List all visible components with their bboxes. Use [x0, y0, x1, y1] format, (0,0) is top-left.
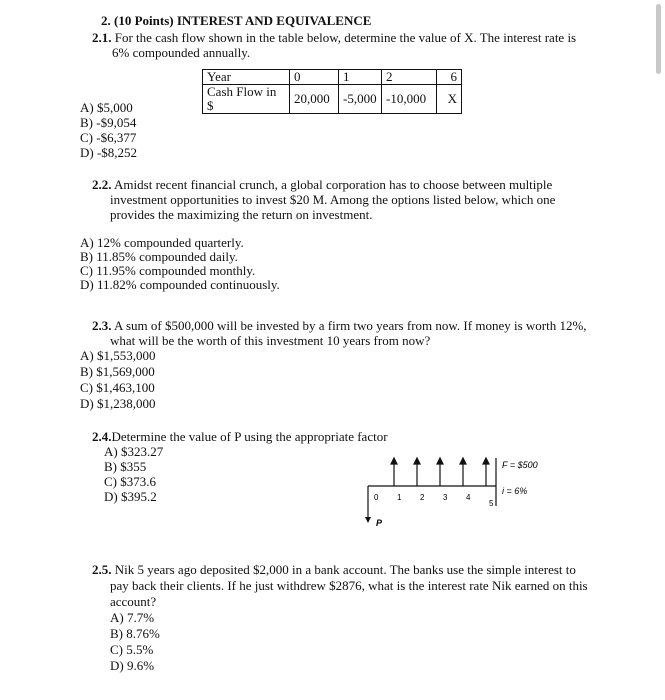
- table-row: [203, 70, 462, 85]
- q5-text-1: Nik 5 years ago deposited $2,000 in a bank account. The banks use the simple interest to: [114, 562, 576, 577]
- q5-option-d: D) 9.6%: [110, 658, 155, 673]
- q5-option-b: B) 8.76%: [110, 626, 160, 641]
- q5-line1: [92, 562, 576, 578]
- arrow-head-icon: [483, 458, 489, 464]
- table-header-cell: 0: [290, 70, 339, 85]
- table-header-cell: 2: [382, 70, 437, 85]
- q2-option-a: A) 12% compounded quarterly.: [80, 235, 244, 250]
- q5-text-3: account?: [110, 594, 157, 609]
- q4-option-b: B) $355: [104, 459, 147, 474]
- q3-line1: [92, 318, 587, 334]
- q1-number: 2.1.: [92, 30, 112, 45]
- table-cell: X: [437, 85, 462, 114]
- q4-option-c: C) $373.6: [104, 474, 156, 489]
- q2-number: 2.2.: [92, 177, 112, 192]
- present-value-label: P: [376, 518, 383, 528]
- cash-flow-table: [202, 69, 462, 114]
- q1-option-a: A) $5,000: [80, 100, 133, 115]
- arrow-head-icon: [391, 458, 397, 464]
- q3-option-c: C) $1,463,100: [80, 380, 155, 395]
- period-label: 3: [443, 493, 448, 502]
- q3-text-1: A sum of $500,000 will be invested by a firm two years from now. If money is worth 12%,: [114, 318, 587, 333]
- q5-option-c: C) 5.5%: [110, 642, 154, 657]
- q1-text-2: 6% compounded annually.: [112, 45, 251, 60]
- q1-line1: [92, 30, 576, 46]
- q3-option-a: A) $1,553,000: [80, 348, 156, 363]
- q5-number: 2.5.: [92, 562, 112, 577]
- section-number: 2.: [101, 13, 111, 28]
- cash-flow-diagram: [360, 450, 560, 530]
- period-label: 2: [420, 493, 425, 502]
- period-label: 0: [374, 493, 379, 502]
- section-heading: [101, 13, 371, 29]
- q5-option-a: A) 7.7%: [110, 610, 155, 625]
- table-cell: 20,000: [290, 85, 339, 114]
- future-value-label: F = $500: [502, 460, 538, 470]
- q2-text-2: investment opportunities to invest $20 M. Among the options listed below, which one: [110, 192, 556, 207]
- table-header-cell: 1: [339, 70, 382, 85]
- table-cell: Cash Flow in $: [203, 85, 290, 114]
- scrollbar[interactable]: [656, 4, 661, 74]
- q1-option-d: D) -$8,252: [80, 145, 138, 160]
- q4-number: 2.4.: [92, 429, 112, 444]
- q1-option-b: B) -$9,054: [80, 115, 137, 130]
- table-header-cell: 6: [437, 70, 462, 85]
- q3-option-d: D) $1,238,000: [80, 396, 156, 411]
- q2-option-c: C) 11.95% compounded monthly.: [80, 263, 256, 278]
- table-row: [203, 85, 462, 114]
- interest-rate-label: i = 6%: [502, 486, 528, 496]
- q2-option-d: D) 11.82% compounded continuously.: [80, 277, 280, 292]
- q3-number: 2.3.: [92, 318, 112, 333]
- arrow-head-icon: [460, 458, 466, 464]
- q4-option-a: A) $323.27: [104, 444, 164, 459]
- section-title: (10 Points) INTEREST AND EQUIVALENCE: [114, 13, 372, 28]
- arrow-head-icon: [437, 458, 443, 464]
- q3-text-2: what will be the worth of this investment 10 years from now?: [110, 333, 431, 348]
- q4-text: Determine the value of P using the appropriate factor: [111, 429, 388, 444]
- q3-option-b: B) $1,569,000: [80, 364, 155, 379]
- period-label: 4: [466, 493, 471, 502]
- q2-text-1: Amidst recent financial crunch, a global corporation has to choose between multiple: [114, 177, 553, 192]
- q4-option-d: D) $395.2: [104, 489, 157, 504]
- q2-line1: [92, 177, 552, 193]
- q2-text-3: provides the maximizing the return on investment.: [110, 207, 373, 222]
- period-label: 1: [397, 493, 402, 502]
- q1-text-1: For the cash flow shown in the table below, determine the value of X. The interest rate is: [114, 30, 577, 45]
- period-label: 5: [489, 499, 494, 508]
- q2-option-b: B) 11.85% compounded daily.: [80, 249, 238, 264]
- arrow-down-icon: [365, 517, 371, 523]
- table-cell: -10,000: [382, 85, 437, 114]
- q1-option-c: C) -$6,377: [80, 130, 137, 145]
- q5-text-2: pay back their clients. If he just withdrew $2876, what is the interest rate Nik earned on this: [110, 578, 588, 593]
- q4-line1: [92, 429, 388, 445]
- table-cell: -5,000: [339, 85, 382, 114]
- arrow-head-icon: [414, 458, 420, 464]
- table-header-cell: Year: [203, 70, 290, 85]
